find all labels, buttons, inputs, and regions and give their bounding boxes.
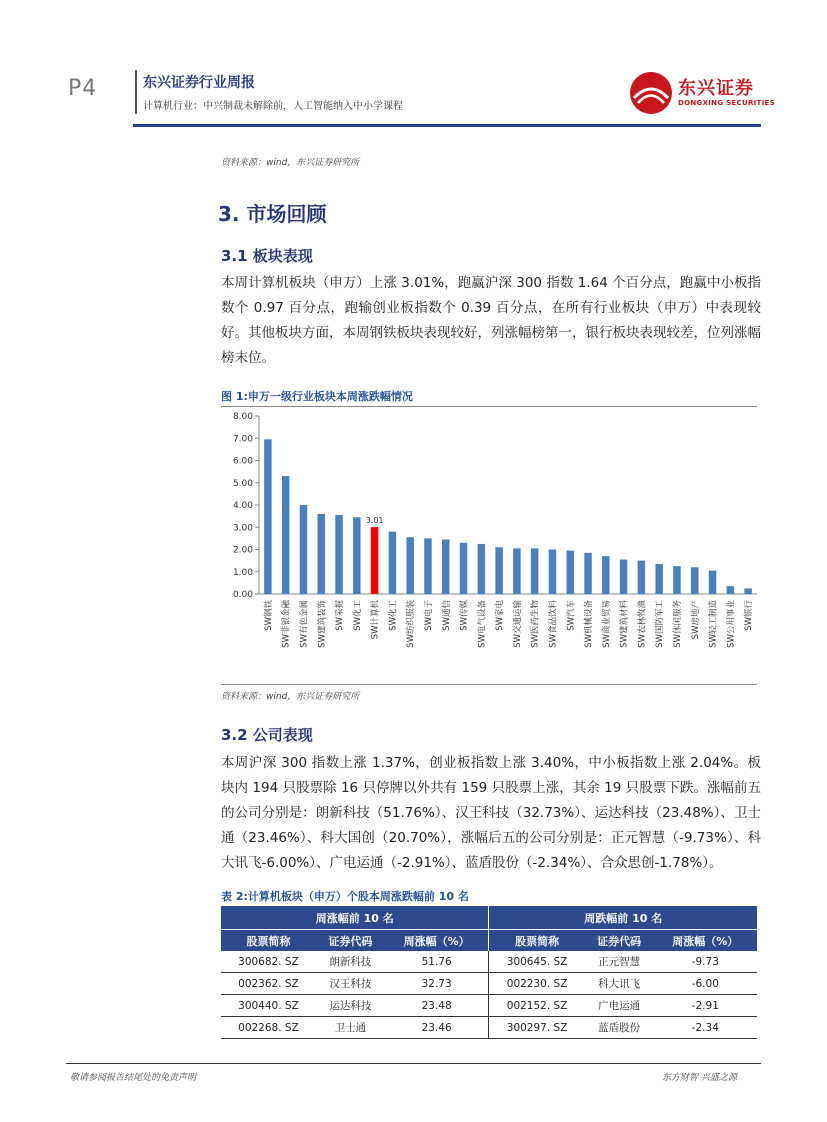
y-tick-label: 8.00 [232,412,253,422]
x-tick-label: SW轻工制造 [708,600,719,648]
cell-pct: -9.73 [654,951,757,973]
bar [460,543,467,594]
table-row [221,951,757,973]
cell-name: 朗新科技 [316,951,385,973]
y-tick-label: 0.00 [232,590,253,600]
table-row [221,995,757,1017]
y-tick-label: 3.00 [232,523,253,534]
paragraph-company: 本周沪深 300 指数上涨 1.37%，创业板指数上涨 3.40%，中小板指数上涨 2.04%。板块内 194 只股票除 16 只停牌以外共有 159 只股票上涨，其余 19 只股票下跌。涨幅前五的公司分别是：朗新科技（51.76%）、汉王科技（32.73%）、运达科技（23.48%）、卫士通（23.46%）、科大国创（20.70%），涨幅后五的公司分别是：正元智慧（-9.73%）、科大讯飞-6.00%）、广电运通（-2.91%）、蓝盾股份（-2.34%）、合众思创-1.78%）。 [221,755,761,871]
paragraph-sector: 本周计算机板块（申万）上涨 3.01%，跑赢沪深 300 指数 1.64 个百分点，跑赢中小板指数个 0.97 百分点，跑输创业板指数个 0.39 百分点，在所有行业板块（申万）中表现较好。其他板块方面，本周钢铁板块表现较好，列涨幅榜第一，银行板块表现较差，位列涨幅榜末位。 [221,275,761,366]
bar [709,571,716,594]
footer-rule [66,1063,761,1064]
bar [549,550,556,595]
cell-code: 300297. SZ [489,1017,585,1039]
y-tick-label: 7.00 [232,434,253,445]
table-row [221,1017,757,1039]
bar [264,439,271,594]
x-tick-label: SW采掘 [335,600,346,631]
subsection-title-sector: 3.1 板块表现 [221,247,313,265]
table-title: 表 2:计算机板块（申万）个股本周涨跌幅前 10 名 [221,890,469,903]
y-tick-label: 1.00 [232,567,253,578]
bar-data-label: 3.01 [365,516,384,526]
y-tick-label: 2.00 [232,545,253,556]
bar [744,588,751,594]
cell-name: 汉王科技 [316,973,385,995]
cell-pct: 32.73 [385,973,489,995]
bar [406,537,413,594]
group-header-up: 周涨幅前 10 名 [221,906,489,930]
bar [478,544,485,594]
cell-name: 正元智慧 [585,951,654,973]
bar [602,556,609,594]
logo-english: DONGXING SECURITIES [678,99,775,107]
x-tick-label: SW化工 [388,600,399,631]
sector-bar-chart [221,408,761,684]
x-tick-label: SW电气设备 [477,600,488,648]
table-row [221,973,757,995]
col-header-name: 股票简称 [221,930,316,952]
x-tick-label: SW公用事业 [726,600,737,648]
top-movers-table [221,906,757,1039]
bar [673,566,680,594]
col-header-name: 股票简称 [489,930,585,952]
bar [424,538,431,594]
bar [655,564,662,594]
x-tick-label: SW家电 [495,600,506,631]
cell-code: 300645. SZ [489,951,585,973]
cell-code: 300440. SZ [221,995,316,1017]
x-tick-label: SW机械设备 [584,600,595,648]
figure-source-note: 资料来源：wind，东兴证券研究所 [221,692,360,702]
x-tick-label: SW医药生物 [530,600,541,648]
cell-code: 002230. SZ [489,973,585,995]
footer-slogan: 东方财智 兴盛之源 [662,1073,737,1083]
header-divider [135,70,137,114]
cell-code: 002268. SZ [221,1017,316,1039]
cell-pct: 23.48 [385,995,489,1017]
x-tick-label: SW国防军工 [655,600,666,648]
col-header-code: 证券代码 [316,930,385,952]
cell-name: 运达科技 [316,995,385,1017]
bar [389,532,396,594]
x-tick-label: SW传媒 [459,600,470,631]
y-tick-label: 6.00 [232,456,253,467]
subsection-title-company: 3.2 公司表现 [221,726,313,744]
source-note-top: 资料来源：wind，东兴证券研究所 [221,158,360,168]
cell-name: 科大讯飞 [585,973,654,995]
cell-code: 002362. SZ [221,973,316,995]
col-header-code: 证券代码 [585,930,654,952]
bar [638,561,645,594]
x-tick-label: SW建筑材料 [619,600,630,648]
cell-code: 300682. SZ [221,951,316,973]
report-title: 东兴证券行业周报 [143,75,255,91]
x-tick-label: SW通信 [441,600,452,631]
bar [584,553,591,594]
y-tick-label: 5.00 [232,478,253,489]
bar [567,551,574,594]
logo-name: 东兴证券 [678,78,754,99]
x-tick-label: SW计算机 [370,600,381,640]
bar [300,505,307,594]
bar [727,586,734,594]
y-tick-label: 4.00 [232,501,253,511]
col-header-pct: 周涨幅（%） [654,930,757,952]
bar-highlight [371,527,378,594]
x-tick-label: SW钢铁 [263,600,274,631]
x-tick-label: SW纺织服装 [406,600,417,648]
col-header-pct: 周涨幅（%） [385,930,489,952]
page-number: P4 [68,76,98,101]
x-tick-label: SW非银金融 [281,600,292,648]
bar [531,548,538,594]
section-title: 3. 市场回顾 [218,202,327,226]
bar [282,476,289,594]
bar [513,548,520,594]
cell-pct: -2.34 [654,1017,757,1039]
x-tick-label: SW电子 [423,600,434,631]
x-tick-label: SW房地产 [690,600,701,640]
report-subtitle: 计算机行业：中兴制裁未解除前，人工智能纳入中小学课程 [143,101,403,112]
x-tick-label: SW交通运输 [512,600,523,648]
figure-bottom-rule [221,684,757,685]
bar [442,539,449,594]
header-rule [133,124,761,127]
x-tick-label: SW汽车 [566,600,577,631]
bar [318,514,325,594]
figure-title: 图 1:申万一级行业板块本周涨跌幅情况 [221,390,413,403]
x-tick-label: SW有色金属 [299,600,310,648]
figure-top-rule [221,406,757,407]
x-tick-label: SW食品饮料 [548,600,559,648]
footer-disclaimer: 敬请参阅报告结尾处的免责声明 [70,1073,197,1083]
x-tick-label: SW农林牧渔 [637,600,648,648]
cell-pct: -2.91 [654,995,757,1017]
logo-emblem-icon [630,72,672,114]
bar [335,515,342,594]
x-tick-label: SW银行 [744,600,755,631]
bar [353,517,360,594]
x-tick-label: SW化工 [352,600,363,631]
cell-name: 卫士通 [316,1017,385,1039]
cell-pct: -6.00 [654,973,757,995]
bar [620,560,627,594]
x-tick-label: SW商业贸易 [601,600,612,648]
bar [495,547,502,594]
cell-pct: 23.46 [385,1017,489,1039]
cell-code: 002152. SZ [489,995,585,1017]
group-header-down: 周跌幅前 10 名 [489,906,757,930]
cell-name: 广电运通 [585,995,654,1017]
cell-pct: 51.76 [385,951,489,973]
bar [691,567,698,594]
cell-name: 蓝盾股份 [585,1017,654,1039]
x-tick-label: SW建筑装饰 [317,600,328,648]
x-tick-label: SW休闲服务 [672,600,683,648]
